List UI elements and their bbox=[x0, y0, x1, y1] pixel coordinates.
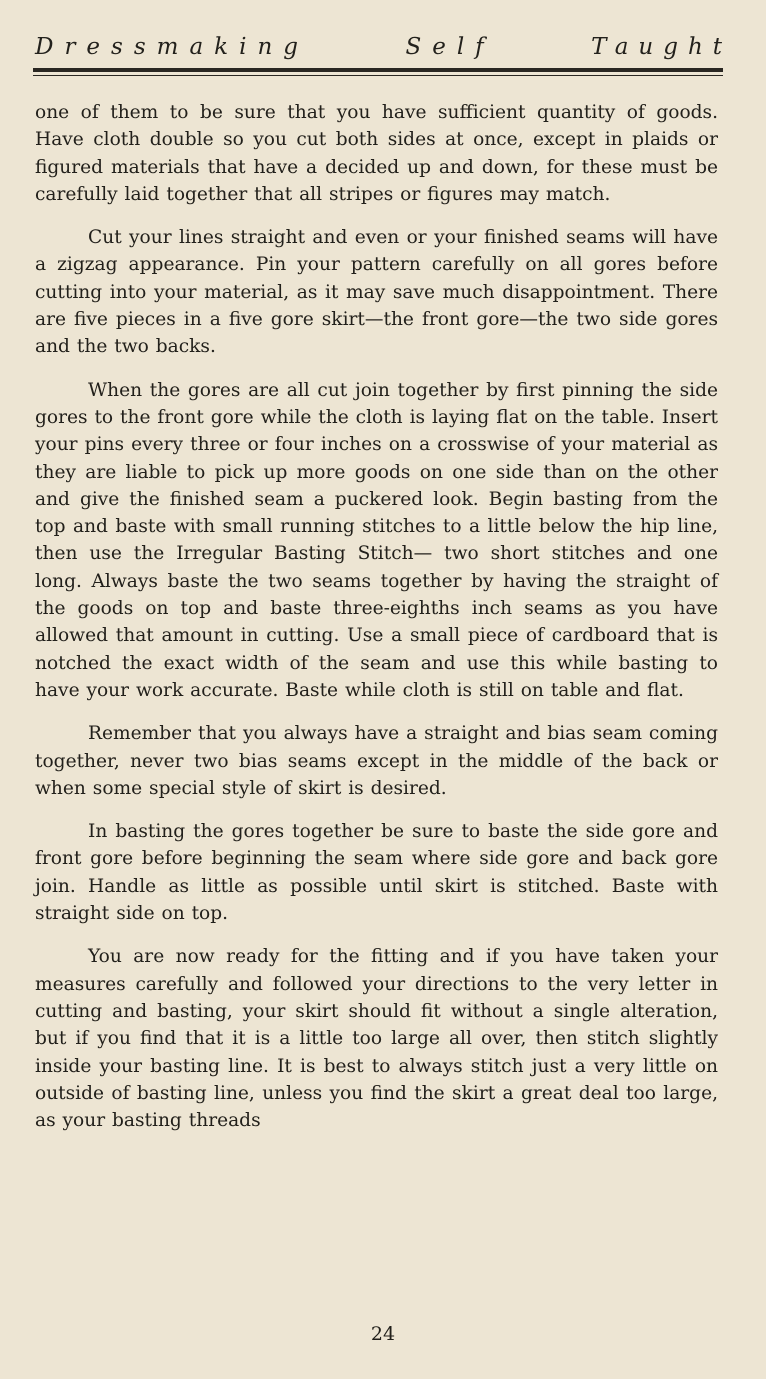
page-number: 24 bbox=[370, 1323, 396, 1345]
header-rule-thin bbox=[33, 75, 723, 76]
paragraph-continued: one of them to be sure that you have sufficient quantity of goods. Have cloth double so you cut both sides at once, except in plaids or figured materials that have a decided up and down, for these must be carefully laid together that all stripes or figures may match. bbox=[35, 102, 718, 205]
paragraph-cutting-lines: Cut your lines straight and even or your finished seams will have a zigzag appearance. Pin your pattern carefully on all gores before cutting into your material, as it may save much disappointment. There are five pieces in a five gore skirt—the front gore—the two side gores and the two backs. bbox=[35, 227, 718, 358]
running-head-left: Dressmaking bbox=[35, 34, 310, 60]
running-head-right: Taught bbox=[591, 34, 732, 60]
paragraph-joining-gores: When the gores are all cut join together by first pinning the side gores to the front gore while the cloth is laying flat on the table. Insert your pins every three or four inches on a crosswise of your material as they are liable to pick up more goods on one side than on the other and give the finished seam a puckered look. Begin basting from the top and baste with small running stitches to a little below the hip line, then use the Irregular Basting Stitch— two short stitches and one long. Always baste the two seams together by having the straight of the goods on top and baste three-eighths inch seams as you have allowed that amount in cutting. Use a small piece of cardboard that is notched the exact width of the seam and use this while basting to have your work accurate. Baste while cloth is still on table and flat. bbox=[35, 379, 719, 701]
header-rule-thick bbox=[33, 68, 723, 72]
running-head bbox=[35, 34, 732, 66]
paragraph-bias-seams: Remember that you always have a straight and bias seam coming together, never two bias seams except in the middle of the back or when some special style of skirt is desired. bbox=[35, 723, 718, 799]
paragraph-fitting: You are now ready for the fitting and if you have taken your measures carefully and followed your directions to the very letter in cutting and basting, your skirt should fit without a single alteration, but if you find that it is a little too large all over, then stitch slightly inside your basting line. It is best to always stitch just a very little on outside of basting line, unless you find the skirt a great deal too large, as your basting threads bbox=[35, 946, 718, 1132]
body-text bbox=[35, 99, 718, 1150]
running-head-center: Self bbox=[405, 34, 495, 60]
paragraph-basting-gores: In basting the gores together be sure to baste the side gore and front gore before beginning the seam where side gore and back gore join. Handle as little as possible until skirt is stitched. Baste with straight side on top. bbox=[35, 821, 718, 925]
